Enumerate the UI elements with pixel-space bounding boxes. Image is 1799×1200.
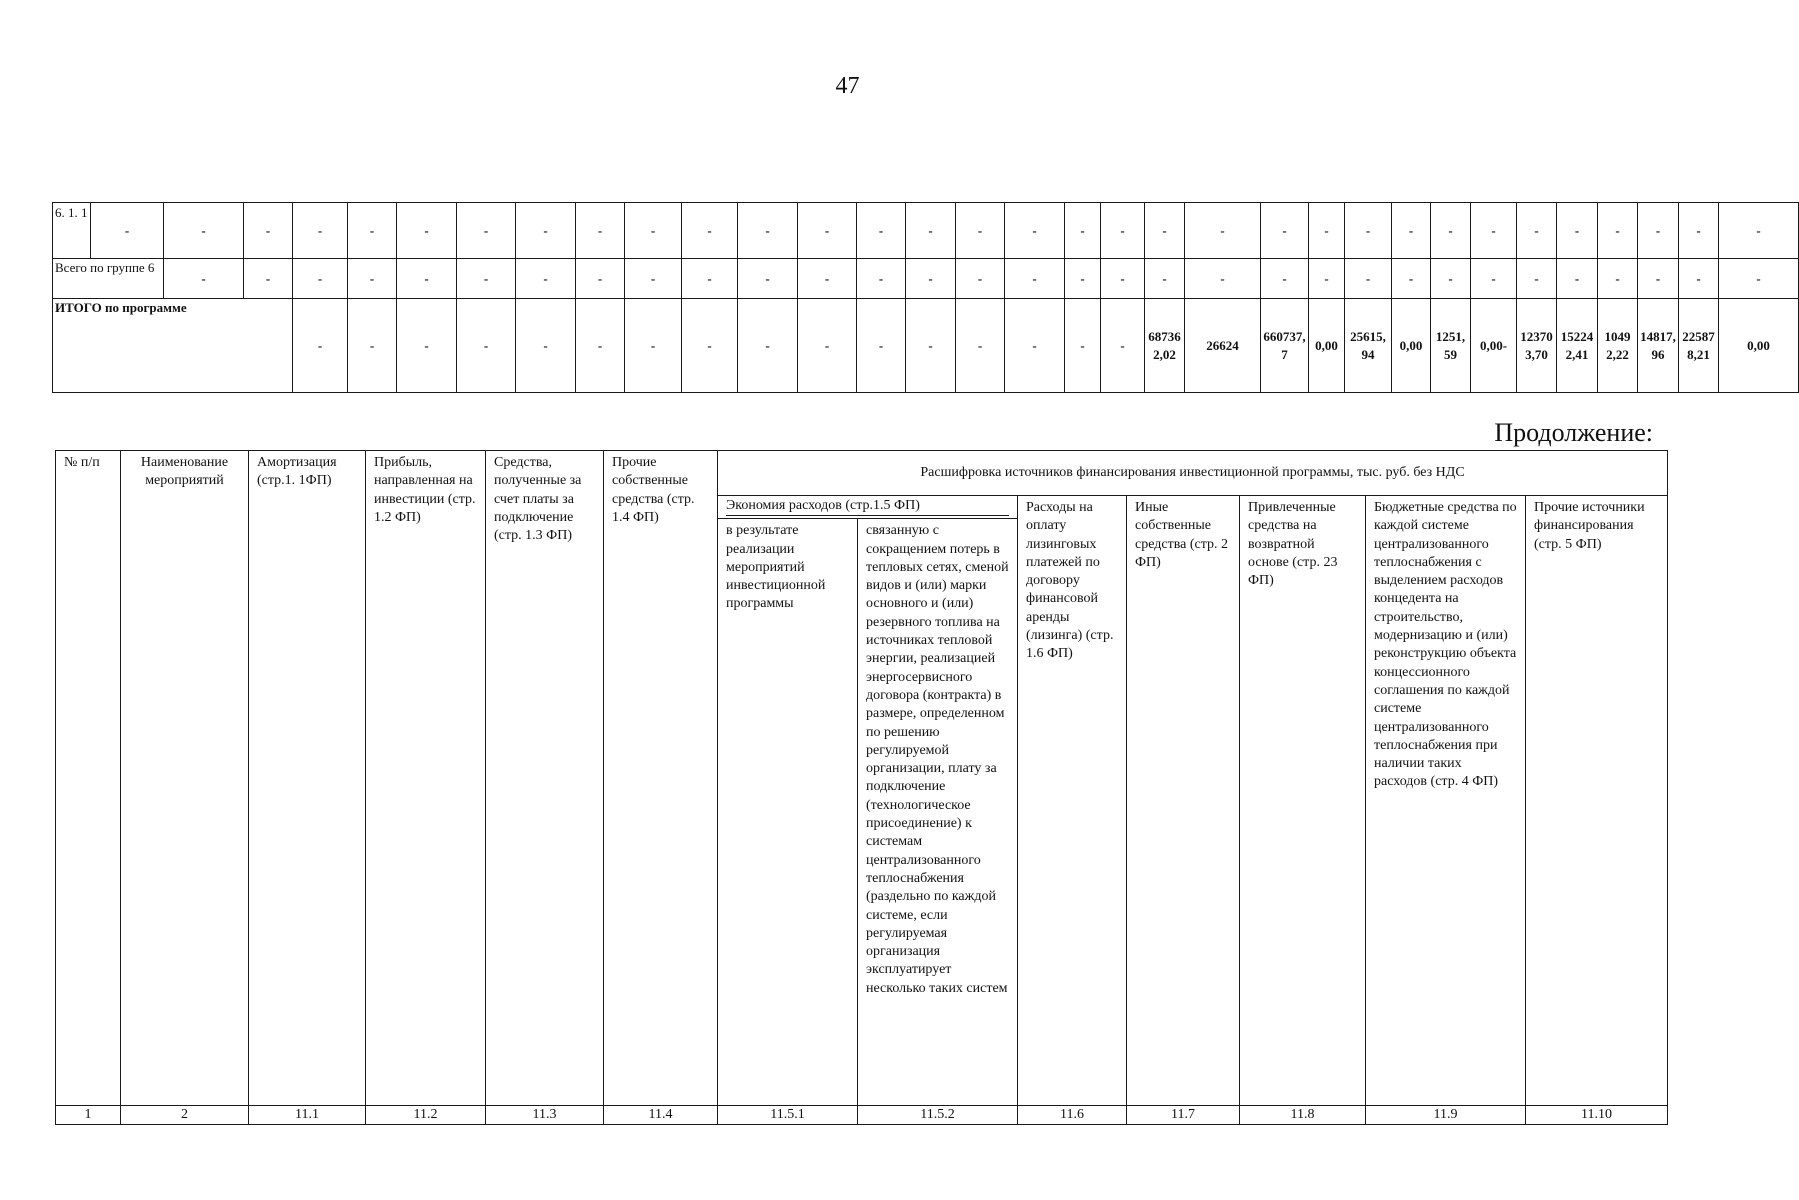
table-cell: - — [348, 203, 397, 259]
table-cell: - — [348, 299, 397, 393]
table-cell: 123703,70 — [1517, 299, 1557, 393]
table-cell: - — [1101, 259, 1145, 299]
table-row — [53, 203, 1799, 259]
header-11-3: Средства, полученные за счет платы за подключение (стр. 1.3 ФП) — [486, 451, 604, 1106]
table-cell: - — [1431, 259, 1471, 299]
table-cell: - — [956, 299, 1005, 393]
header-11-5-1: в результате реализации мероприятий инвестиционной программы — [718, 519, 858, 1105]
table-cell: - — [1005, 299, 1065, 393]
table-cell: - — [348, 259, 397, 299]
table-cell: - — [1065, 299, 1101, 393]
table-cell: 0,00 — [1309, 299, 1345, 393]
table-cell: - — [1145, 203, 1185, 259]
table-cell: - — [1005, 259, 1065, 299]
table-cell: - — [1145, 259, 1185, 299]
table-cell: - — [798, 299, 857, 393]
table-cell: - — [164, 259, 244, 299]
table-cell: - — [1392, 259, 1431, 299]
column-number: 11.5.2 — [858, 1105, 1018, 1124]
table-cell: - — [1557, 259, 1598, 299]
column-number: 11.2 — [366, 1105, 486, 1124]
header-11-9: Бюджетные средства по каждой системе централизованного теплоснабжения с выделением расходов концедента на строительство, модернизацию и (или) реконструкцию объекта концессионного соглашения по каждой системе централизованного теплоснабжения при наличии таких расходов (стр. 4 ФП) — [1366, 496, 1526, 1106]
table-cell: 26624 — [1185, 299, 1261, 393]
table-cell: - — [293, 299, 348, 393]
table-cell: - — [1517, 259, 1557, 299]
row-label: 6. 1. 1 — [53, 203, 91, 259]
table-cell: - — [1309, 203, 1345, 259]
column-number-row — [56, 1105, 1668, 1124]
table-cell: - — [576, 299, 625, 393]
table-cell: - — [1185, 259, 1261, 299]
table-cell: 660737,7 — [1261, 299, 1309, 393]
table-cell: - — [244, 203, 293, 259]
row-label: Всего по группе 6 — [53, 259, 164, 299]
header-group: Расшифровка источников финансирования инвестиционной программы, тыс. руб. без НДС — [718, 451, 1668, 496]
table-cell: 25615,94 — [1345, 299, 1392, 393]
table-cell: - — [857, 203, 906, 259]
table-cell: - — [1345, 203, 1392, 259]
column-number: 11.6 — [1018, 1105, 1127, 1124]
table-cell: - — [738, 203, 798, 259]
table-cell: - — [91, 203, 164, 259]
header-11-7: Иные собственные средства (стр. 2 ФП) — [1127, 496, 1240, 1106]
table-cell: - — [1679, 259, 1719, 299]
column-number: 1 — [56, 1105, 121, 1124]
table-cell: - — [1065, 203, 1101, 259]
table-cell: 14817,96 — [1638, 299, 1679, 393]
column-number: 11.4 — [604, 1105, 718, 1124]
table-cell: - — [1065, 259, 1101, 299]
table-cell: - — [1345, 259, 1392, 299]
table-cell: - — [798, 259, 857, 299]
header-name: Наименование мероприятий — [121, 451, 249, 1106]
header-11-8: Привлеченные средства на возвратной основе (стр. 23 ФП) — [1240, 496, 1366, 1106]
continuation-label: Продолжение: — [1494, 418, 1653, 447]
table-cell: 0,00 — [1719, 299, 1799, 393]
table-cell: - — [1392, 203, 1431, 259]
table-cell: - — [516, 203, 576, 259]
table-cell: - — [625, 259, 682, 299]
table-cell: 0,00 — [1392, 299, 1431, 393]
table-cell: - — [738, 259, 798, 299]
table-cell: - — [738, 299, 798, 393]
table-cell: 1251,59 — [1431, 299, 1471, 393]
table-cell: 687362,02 — [1145, 299, 1185, 393]
table-cell: - — [293, 203, 348, 259]
table-cell: 0,00- — [1471, 299, 1517, 393]
table-cell: - — [857, 259, 906, 299]
table-row — [53, 259, 1799, 299]
table-cell: - — [1638, 259, 1679, 299]
table-cell: - — [457, 203, 516, 259]
column-number: 11.3 — [486, 1105, 604, 1124]
header-11-5-2: связанную с сокращением потерь в тепловых сетях, сменой видов и (или) марки основного и (или) резервного топлива на источниках тепловой энергии, реализацией энергосервисного договора (контракта) в размере, определенном по решению регулируемой организации, плату за подключение (технологическое присоединение) к системам централизованного теплоснабжения (раздельно по каждой системе, если регулируемая организация эксплуатирует несколько таких систем — [858, 519, 1018, 1105]
table-cell: - — [1101, 203, 1145, 259]
table-cell: - — [1557, 203, 1598, 259]
header-11-1: Амортизация (стр.1. 1ФП) — [249, 451, 366, 1106]
table-cell: - — [857, 299, 906, 393]
table-cell: - — [1261, 259, 1309, 299]
table-cell: - — [164, 203, 244, 259]
page-number: 47 — [835, 73, 860, 99]
table-cell: - — [1598, 203, 1638, 259]
table-cell: - — [1471, 259, 1517, 299]
table-cell: - — [682, 203, 738, 259]
economy-label: Экономия расходов (стр.1.5 ФП) — [726, 497, 1009, 516]
table-cell: - — [516, 259, 576, 299]
column-number: 11.9 — [1366, 1105, 1526, 1124]
column-number: 11.1 — [249, 1105, 366, 1124]
table-cell: - — [244, 259, 293, 299]
table-cell: - — [576, 259, 625, 299]
table-cell: - — [1638, 203, 1679, 259]
table-cell: - — [1471, 203, 1517, 259]
column-number: 11.10 — [1526, 1105, 1668, 1124]
summary-table — [52, 202, 1799, 393]
table-cell: - — [682, 299, 738, 393]
header-11-10: Прочие источники финансирования (стр. 5 ФП) — [1526, 496, 1668, 1106]
column-number: 11.5.1 — [718, 1105, 858, 1124]
table-cell: - — [906, 259, 956, 299]
table-cell: - — [956, 259, 1005, 299]
column-number: 2 — [121, 1105, 249, 1124]
row-label: ИТОГО по программе — [53, 299, 293, 393]
table-cell: - — [625, 299, 682, 393]
table-cell: - — [798, 203, 857, 259]
header-11-4: Прочие собственные средства (стр. 1.4 ФП) — [604, 451, 718, 1106]
table-cell: - — [516, 299, 576, 393]
column-number: 11.7 — [1127, 1105, 1240, 1124]
header-11-2: Прибыль, направленная на инвестиции (стр. 1.2 ФП) — [366, 451, 486, 1106]
table-cell: - — [1101, 299, 1145, 393]
table-cell: 152242,41 — [1557, 299, 1598, 393]
column-number: 11.8 — [1240, 1105, 1366, 1124]
table-cell: - — [1431, 203, 1471, 259]
financing-sources-table — [55, 450, 1668, 1125]
table-cell: - — [457, 299, 516, 393]
table-cell: - — [1719, 259, 1799, 299]
table-cell: - — [397, 299, 457, 393]
table-cell: - — [906, 203, 956, 259]
table-cell: - — [625, 203, 682, 259]
table-cell: - — [906, 299, 956, 393]
table-cell: - — [576, 203, 625, 259]
table-cell: - — [457, 259, 516, 299]
table-row — [53, 299, 1799, 393]
table-cell: - — [397, 203, 457, 259]
table-cell: - — [956, 203, 1005, 259]
table-cell: - — [1261, 203, 1309, 259]
table-cell: 10492,22 — [1598, 299, 1638, 393]
table-cell: - — [1719, 203, 1799, 259]
header-n: № п/п — [56, 451, 121, 1106]
table-cell: - — [1517, 203, 1557, 259]
table-cell: - — [1185, 203, 1261, 259]
header-11-6: Расходы на оплату лизинговых платежей по договору финансовой аренды (лизинга) (стр. 1.6 ФП) — [1018, 496, 1127, 1106]
table-cell: - — [397, 259, 457, 299]
table-cell: 225878,21 — [1679, 299, 1719, 393]
table-cell: - — [293, 259, 348, 299]
table-cell: - — [1598, 259, 1638, 299]
table-cell: - — [1679, 203, 1719, 259]
table-cell: - — [1309, 259, 1345, 299]
table-cell: - — [682, 259, 738, 299]
table-cell: - — [1005, 203, 1065, 259]
header-economy — [718, 496, 1018, 519]
